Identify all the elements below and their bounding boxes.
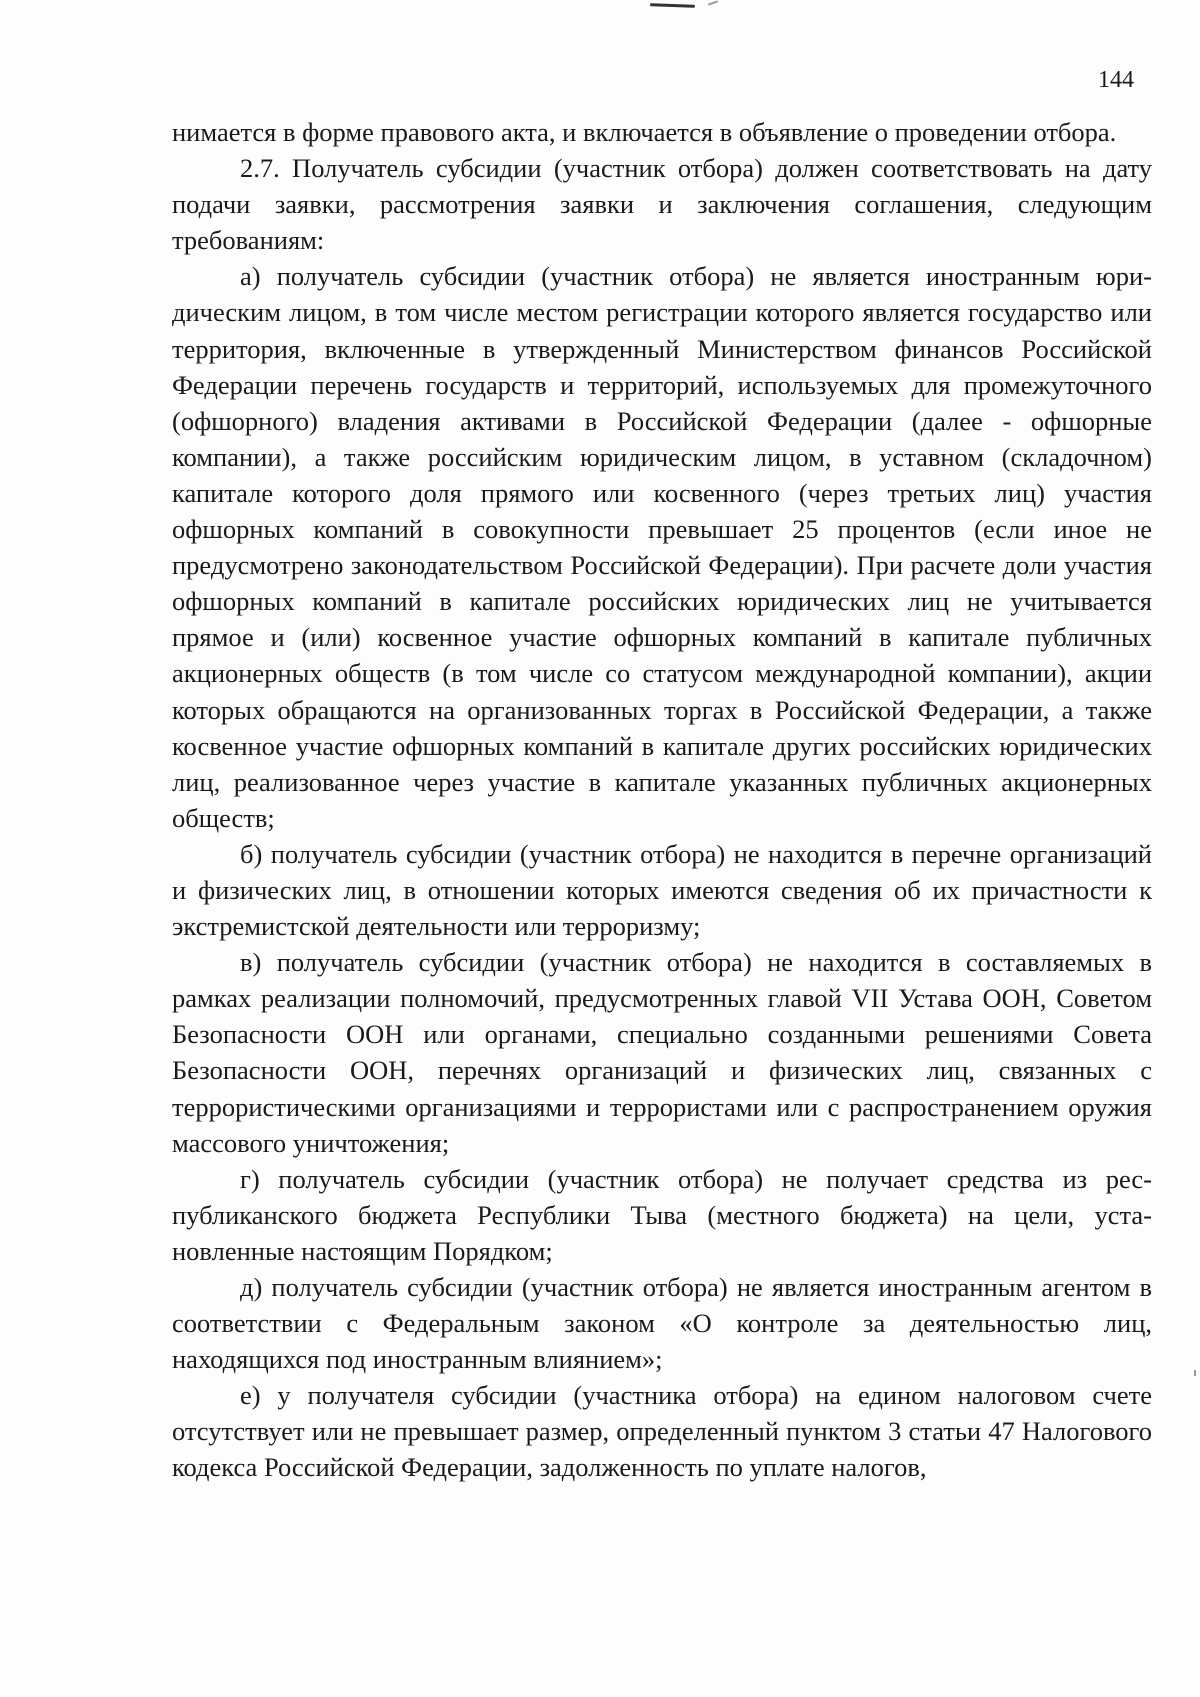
page-number: 144 xyxy=(1098,67,1134,93)
scan-artifact xyxy=(650,3,695,8)
paragraph-item-e: е) у получателя субсидии (участника отбора) на едином налоговом счете отсутствует или не превышает размер, определенный пунктом 3 статьи 47 Налогового кодекса Российской Федерации, задолженность по уплате налогов, xyxy=(172,1380,1152,1483)
paragraph-item-v: в) получатель субсидии (участник отбора) не находится в составляемых в рамках реализации полномочий, предусмотренных главой VII Устава ООН, Советом Безопасности ООН или органами, специально созданными решениями Совета Безопасности ООН, перечнях организаций и физических лиц, связанных с террористическими организациями и террористами или с распространением оружия массового уничтожения; xyxy=(172,947,1152,1158)
paragraph-continuation: нимается в форме правового акта, и включается в объявление о проведении отбора. xyxy=(172,117,1117,147)
paragraph-item-d: д) получатель субсидии (участник отбора) не является иностранным агентом в соответствии с Федеральным законом «О контроле за деятельностью лиц, находящихся под иностранным влиянием»; xyxy=(172,1272,1152,1375)
paragraph-item-g: г) получатель субсидии (участник отбора) не получает средства из республиканского бюджета Республики Тыва (местного бюджета) на цели, установленные настоящим Порядком; xyxy=(172,1163,1152,1266)
paragraph-2-7: 2.7. Получатель субсидии (участник отбора) должен соответствовать на дату подачи заявки, рассмотрения заявки и заключения соглашения, следующим требованиям: xyxy=(172,153,1152,256)
scan-artifact xyxy=(708,0,718,5)
paragraph-item-b: б) получатель субсидии (участник отбора) не находится в перечне организаций и физических лиц, в отношении которых имеются сведения об их причастности к экстремистской деятельности или терроризму; xyxy=(172,838,1152,942)
document-body xyxy=(172,114,1152,1486)
scan-artifact xyxy=(1194,1370,1196,1376)
paragraph-item-a: а) получатель субсидии (участник отбора) не является иностранным юридическим лицом, в том числе местом регистрации которого является государство или территория, включенные в утвержденный Министерством финансов Российской Федерации перечень государств и территорий, используемых для промежуточного (офшорного) владения активами в Российской Федерации (далее - офшорные компании), а также российским юридическим лицом, в уставном (складочном) капитале которого доля прямого или косвенного (через третьих лиц) участия офшорных компаний в совокупности превышает 25 процентов (если иное не предусмотрено законодательством Российской Федерации). При расчете доли участия офшорных компаний в капитале российских юридических лиц не учитывается прямое и (или) косвенное участие офшорных компаний в капитале публичных акционерных обществ (в том числе со статусом международной компании), акции которых обращаются на организованных торгах в Российской Федерации, а также косвенное участие офшорных компаний в капитале других российских юридических лиц, реализованное через участие в капитале указанных публичных акционерных обществ; xyxy=(172,261,1152,833)
